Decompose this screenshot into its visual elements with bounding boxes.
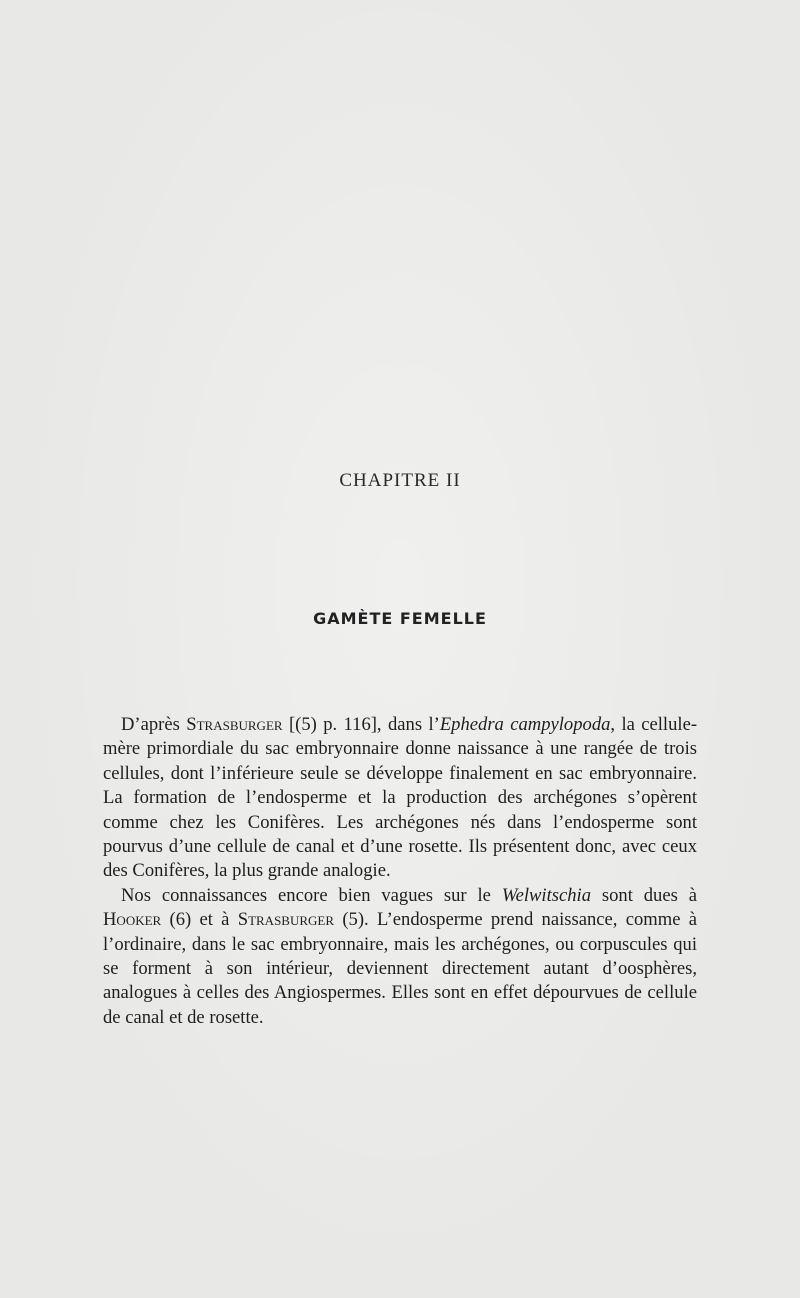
author-strasburger: Strasburger (186, 714, 283, 735)
paragraph-2-text-3: (6) et à (161, 909, 238, 931)
paragraph-1 (103, 713, 697, 884)
chapter-heading: CHAPITRE II (339, 470, 461, 491)
paragraph-1-text-3: , la cellule-mère primordiale du sac embryonnaire donne naissance à une rangée de trois cellules, dont l’inférieure seule se développe finalement en sac embryonnaire. La formation de l’endosperme et la production des archégones s’opèrent comme chez les Conifères. Les archégones nés dans l’endosperme sont pourvus d’une cellule de canal et d’une rosette. Ils présentent donc, avec ceux des Conifères, la plus grande analogie. (103, 714, 698, 882)
paragraph-1-text-1: D’après (121, 714, 187, 735)
paragraph-2-text-1: Nos connaissances encore bien vagues sur le (121, 884, 502, 906)
author-hooker: Hooker (103, 909, 162, 931)
section-title: GAMÈTE FEMELLE (313, 609, 487, 628)
paragraph-2 (103, 884, 697, 1030)
paragraph-1-text-2: [(5) p. 116], dans l’ (282, 714, 440, 735)
genus-name: Welwitschia (501, 884, 591, 906)
species-name: Ephedra campylopoda (439, 714, 611, 735)
paragraph-2-text-2: sont dues à (591, 884, 697, 906)
author-strasburger-2: Strasburger (237, 909, 335, 931)
paragraph-2-text-4: (5). L’endosperme prend naissance, comme à l’ordinaire, dans le sac embryonnaire, mais les archégones, ou corpuscules qui se forment à son intérieur, deviennent directement autant d’oosphères, analogues à celles des Angiospermes. Elles sont en effet dépourvues de cellule de canal et de rosette. (103, 909, 697, 1028)
body-text (103, 713, 697, 1030)
